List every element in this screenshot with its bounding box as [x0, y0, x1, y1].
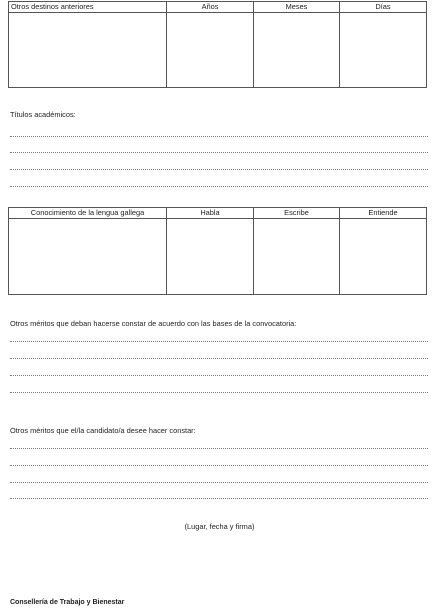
titulos-line[interactable] [10, 169, 428, 170]
otros-meritos-bases-label: Otros méritos que deban hacerse constar de acuerdo con las bases de la convocatoria: [10, 319, 297, 328]
meritos-candidato-line[interactable] [10, 482, 428, 483]
header-conocimiento: Conocimiento de la lengua gallega [9, 208, 167, 219]
cell-meses[interactable] [254, 13, 340, 88]
table-header-row [9, 208, 427, 219]
table-row [9, 13, 427, 88]
meritos-candidato-line[interactable] [10, 465, 428, 466]
meritos-candidato-line[interactable] [10, 448, 428, 449]
cell-entiende[interactable] [340, 219, 427, 295]
cell-anos[interactable] [167, 13, 254, 88]
header-habla: Habla [167, 208, 254, 219]
titulos-line[interactable] [10, 152, 428, 153]
cell-escribe[interactable] [254, 219, 340, 295]
meritos-bases-line[interactable] [10, 341, 428, 342]
footer-organization: Consellería de Trabajo y Bienestar [10, 599, 125, 606]
table-header-row [9, 2, 427, 13]
cell-otros-destinos[interactable] [9, 13, 167, 88]
header-meses: Meses [254, 2, 340, 13]
titulos-academicos-label: Títulos académicos: [10, 110, 76, 119]
cell-dias[interactable] [340, 13, 427, 88]
titulos-line[interactable] [10, 136, 428, 137]
header-entiende: Entiende [340, 208, 427, 219]
meritos-candidato-line[interactable] [10, 498, 428, 499]
header-anos: Años [167, 2, 254, 13]
header-dias: Días [340, 2, 427, 13]
table-row [9, 219, 427, 295]
otros-destinos-table [8, 1, 427, 88]
meritos-bases-line[interactable] [10, 392, 428, 393]
header-escribe: Escribe [254, 208, 340, 219]
meritos-bases-line[interactable] [10, 358, 428, 359]
titulos-line[interactable] [10, 186, 428, 187]
signature-line-label: (Lugar, fecha y firma) [184, 522, 255, 531]
otros-meritos-candidato-label: Otros méritos que el/la candidato/a desee hacer constar: [10, 426, 196, 435]
meritos-bases-line[interactable] [10, 375, 428, 376]
header-otros-destinos: Otros destinos anteriores [9, 2, 167, 13]
cell-habla[interactable] [167, 219, 254, 295]
cell-conocimiento[interactable] [9, 219, 167, 295]
lengua-gallega-table [8, 207, 427, 295]
